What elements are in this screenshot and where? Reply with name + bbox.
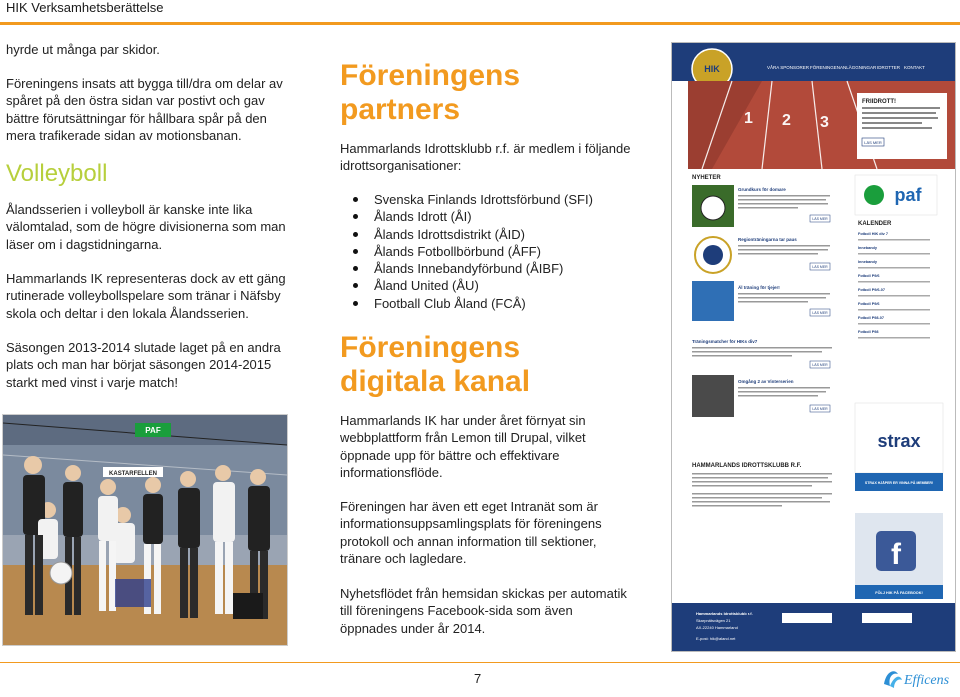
nav-item[interactable]: IDROTTER: [877, 65, 900, 70]
about-heading: HAMMARLANDS IDROTTSKLUBB R.F.: [692, 463, 802, 469]
footer-widget[interactable]: [862, 613, 912, 623]
website-screenshot: [671, 42, 956, 652]
hero-title: FRIIDROTT!: [862, 99, 896, 105]
calendar-item[interactable]: Fotboll P9/6-07: [858, 288, 886, 292]
header-rule: [0, 22, 960, 25]
paf-logo-text: paf: [894, 185, 922, 205]
list-item: Ålands Idrottsdistrikt (ÅID): [340, 226, 593, 243]
nav-item[interactable]: ANLÄGGNINGAR: [840, 65, 877, 70]
svg-text:2: 2: [782, 112, 791, 129]
team-photo-illustration: [3, 415, 287, 645]
footer-widget[interactable]: [782, 613, 832, 623]
news-title[interactable]: Äl träning för tjejer!: [738, 285, 780, 290]
website-mockup: [672, 43, 955, 651]
efficens-logo-text: Efficens: [904, 673, 950, 688]
calendar-item[interactable]: Innebandy: [858, 260, 877, 264]
calendar-item[interactable]: Fotboll P98-07: [858, 316, 884, 320]
news-list: [692, 185, 832, 417]
svg-text:FÖLJ HIK PÅ FACEBOOK!: FÖLJ HIK PÅ FACEBOOK!: [875, 591, 923, 595]
strax-logo-text: strax: [877, 431, 921, 451]
news-title[interactable]: Träningsmatcher för HIKs div7: [692, 339, 758, 344]
digital-channel-heading: Föreningens digitala kanal: [340, 331, 531, 398]
efficens-logo: [880, 664, 958, 692]
news-title[interactable]: Grundkurs för domare: [738, 187, 786, 192]
svg-text:STRAX HJÄPER ER VINNA PÅ MEMBE: STRAX HJÄPER ER VINNA PÅ MEMBER!: [864, 481, 934, 485]
nav-item[interactable]: KONTAKT: [904, 65, 925, 70]
svg-text:LÄS MER: LÄS MER: [812, 363, 828, 367]
paf-banner-text: PAF: [145, 426, 161, 435]
svg-text:LÄS MER: LÄS MER: [812, 311, 828, 315]
list-item: Ålands Innebandyförbund (ÅIBF): [340, 260, 593, 277]
volleyboll-heading: Volleyboll: [6, 160, 108, 187]
volleyball-team-photo: [2, 414, 288, 646]
site-footer-line: AX-22240 Hammarland: [696, 625, 738, 630]
list-item: Åland United (ÅU): [340, 277, 593, 294]
calendar-heading: KALENDER: [858, 221, 892, 227]
calendar-item[interactable]: Fotboll P9/6: [858, 274, 880, 278]
list-item: Football Club Åland (FCÅ): [340, 295, 593, 312]
site-footer-line: E-post: hik@aland.net: [696, 636, 736, 641]
svg-text:3: 3: [820, 114, 829, 131]
footer-rule: [0, 662, 960, 663]
svg-text:LÄS MER: LÄS MER: [812, 217, 828, 221]
left-paragraph-1: hyrde ut många par skidor.: [6, 42, 160, 57]
nav-item[interactable]: FÖRENINGEN: [810, 65, 841, 70]
svg-text:LÄS MER: LÄS MER: [812, 407, 828, 411]
svg-text:1: 1: [744, 110, 753, 127]
calendar-item[interactable]: Fotboll P9/6: [858, 302, 880, 306]
page-number: 7: [474, 671, 482, 686]
news-title[interactable]: Regionträningarna tar paus: [738, 237, 797, 242]
hik-logo-text: HIK: [704, 64, 720, 74]
site-footer-line: Hammarlands Idrottsklubb r.f.: [696, 611, 753, 616]
kastarfellen-sign-text: KASTARFELLEN: [109, 471, 157, 477]
list-item: Ålands Fotbollbörbund (ÅFF): [340, 243, 593, 260]
digital-paragraph-1: Hammarlands IK har under året förnyat sin webbplattform från Lemon till Drupal, vilket öppnade upp för bättre och effektivare informationsflöde.: [340, 413, 586, 480]
news-heading: NYHETER: [692, 175, 721, 181]
calendar-item[interactable]: Fotboll HIK div 7: [858, 232, 888, 236]
left-paragraph-4: Hammarlands IK representeras dock av ett gäng rutinerade volleybollspelare som tränar i Näfsby skola och deltar i den lokala Ålandsserien.: [6, 271, 286, 321]
news-title[interactable]: Omgång 2 av Vinterserien: [738, 379, 794, 384]
svg-text:LÄS MER: LÄS MER: [812, 265, 828, 269]
svg-text:LÄS MER: LÄS MER: [864, 140, 882, 145]
partners-intro: Hammarlands Idrottsklubb r.f. är medlem i följande idrottsorganisationer:: [340, 141, 631, 174]
calendar-item[interactable]: Fotboll P98: [858, 330, 879, 334]
digital-paragraph-3: Nyhetsflödet från hemsidan skickas per automatik till föreningens Facebook-sida som även öppnades under år 2014.: [340, 586, 627, 636]
organisations-list: [340, 191, 593, 312]
list-item: Svenska Finlands Idrottsförbund (SFI): [340, 191, 593, 208]
partners-heading: Föreningens partners: [340, 59, 521, 126]
list-item: Ålands Idrott (ÅI): [340, 208, 593, 225]
left-paragraph-2: Föreningens insats att bygga till/dra om delar av spåret på den östra sidan var postivt och gav bättre förutsättningar för hållbara spår på den mera trafikerade sidan av motionsbanan.: [6, 76, 283, 143]
calendar-item[interactable]: Innebandy: [858, 246, 877, 250]
digital-paragraph-2: Föreningen har även ett eget Intranät som är informationsuppsamlingsplats för föreningens protokoll och annan information till sektioner, tränare och lagledare.: [340, 499, 602, 566]
site-footer-line: Skarpnätsvägen 21: [696, 618, 731, 623]
left-paragraph-5: Säsongen 2013-2014 slutade laget på en andra plats och man har börjat säsongen 2014-2015 starkt med vinst i varje match!: [6, 340, 281, 390]
nav-item[interactable]: VÅRA SPONSORER: [767, 65, 810, 70]
page-header-title: HIK Verksamhetsberättelse: [6, 0, 164, 15]
svg-text:f: f: [891, 538, 901, 571]
football-icon: [701, 196, 725, 220]
efficens-logo-icon: [880, 664, 958, 692]
left-paragraph-3: Ålandsserien i volleyboll är kanske inte lika välomtalad, som de högre divisionerna som man läser om i dagstidningarna.: [6, 202, 286, 252]
